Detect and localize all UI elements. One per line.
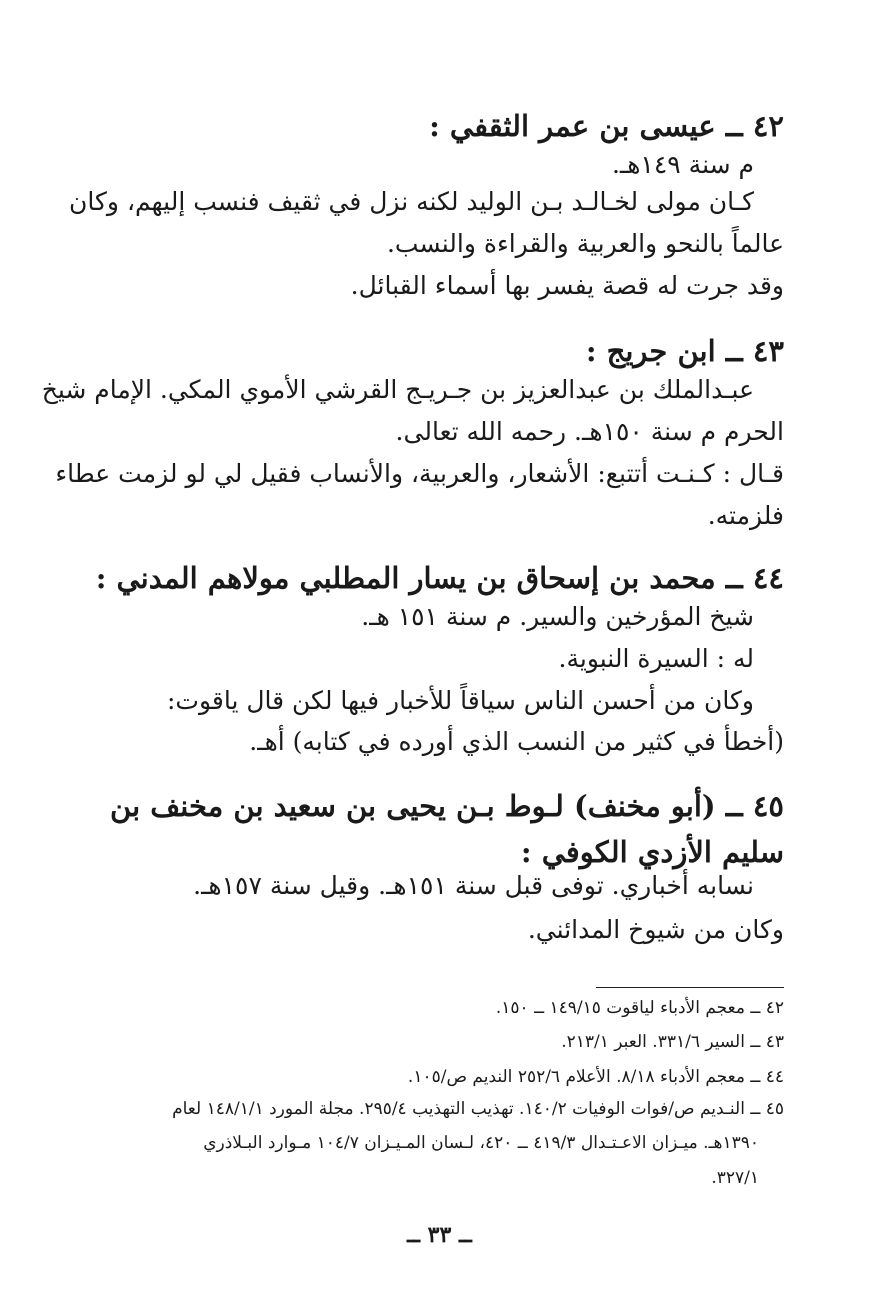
footnote-separator — [596, 987, 784, 988]
footnote: ٤٢ ــ معجم الأدباء لياقوت ١٤٩/١٥ ــ ١٥٠. — [495, 998, 784, 1018]
footnote: ٣٢٧/١. — [711, 1168, 759, 1188]
entry-line: الحرم م سنة ١٥٠هـ. رحمه الله تعالى. — [395, 417, 784, 446]
footnote: ٤٤ ــ معجم الأدباء ٨/١٨. الأعلام ٢٥٢/٦ النديم ص/١٠٥. — [407, 1067, 784, 1087]
entry-line: وكان من أحسن الناس سياقاً للأخبار فيها لكن قال ياقوت: — [167, 686, 754, 715]
entry-line: كـان مولى لخـالـد بـن الوليد لكنه نزل في ثقيف فنسب إليهم، وكان — [69, 187, 754, 216]
footnote: ٤٥ ــ النـديم ص/فوات الوفيات ١٤٠/٢. تهذيب التهذيب ٢٩٥/٤. مجلة المورد ١٤٨/١/١ لعام — [172, 1099, 784, 1119]
entry-line: وكان من شيوخ المدائني. — [527, 915, 784, 944]
entry-line: عالماً بالنحو والعربية والقراءة والنسب. — [386, 229, 784, 258]
entry-line: له : السيرة النبوية. — [558, 644, 754, 673]
footnote: ١٣٩٠هـ. ميـزان الاعـتـدال ٤١٩/٣ ــ ٤٢٠، لـسان المـيـزان ١٠٤/٧ مـوارد البـلاذري — [203, 1133, 759, 1153]
entry-line: شيخ المؤرخين والسير. م سنة ١٥١ هـ. — [361, 602, 754, 631]
entry-heading: ٤٣ ــ ابن جريج : — [585, 334, 784, 368]
entry-line: نسابه أخباري. توفى قبل سنة ١٥١هـ. وقيل سنة ١٥٧هـ. — [193, 871, 754, 900]
entry-line: م سنة ١٤٩هـ. — [611, 150, 754, 179]
entry-line: (أخطأ في كثير من النسب الذي أورده في كتابه) أهـ. — [249, 727, 784, 756]
entry-line: عبـدالملك بن عبدالعزيز بن جـريـج القرشي الأموي المكي. الإمام شيخ — [41, 375, 754, 404]
entry-heading: ٤٢ ــ عيسى بن عمر الثقفي : — [429, 109, 784, 143]
page-number: ــ ٣٣ ــ — [407, 1222, 472, 1248]
entry-line: وقد جرت له قصة يفسر بها أسماء القبائل. — [350, 271, 784, 300]
entry-heading: ٤٥ ــ (أبو مخنف) لـوط بـن يحيى بن سعيد بن مخنف بن سليم الأزدي الكوفي : — [110, 789, 784, 869]
entry-line: قـال : كـنـت أتتبع: الأشعار، والعربية، والأنساب فقيل لي لو لزمت عطاء — [55, 459, 784, 488]
entry-line: فلزمته. — [707, 501, 784, 530]
entry-heading: ٤٤ ــ محمد بن إسحاق بن يسار المطلبي مولاهم المدني : — [95, 561, 784, 595]
footnote: ٤٣ ــ السير ٣٣١/٦. العبر ٢١٣/١. — [561, 1032, 784, 1052]
